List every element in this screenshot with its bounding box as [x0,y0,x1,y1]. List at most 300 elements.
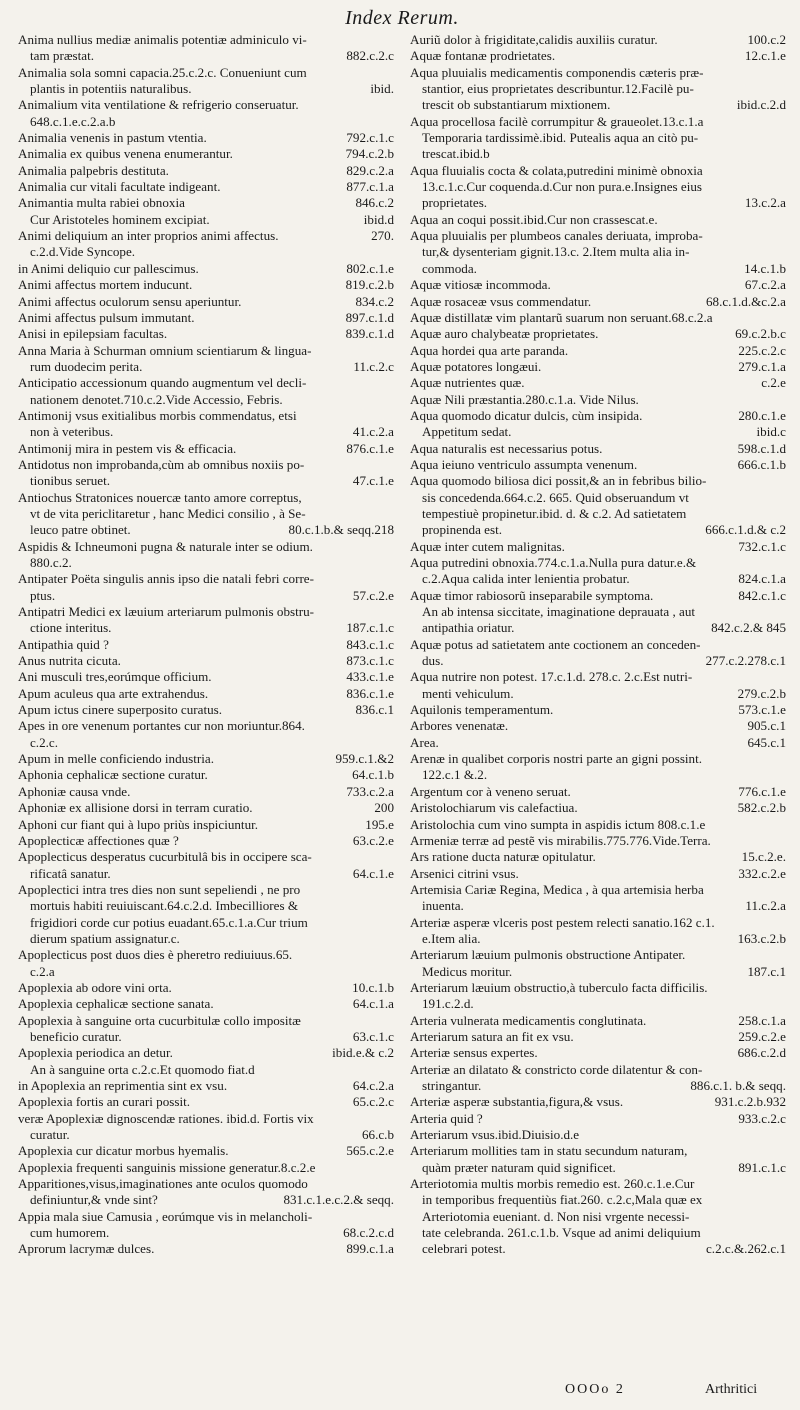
entry-line: Arteriarum vsus.ibid.Diuisio.d.e [410,1127,580,1143]
index-entry [410,163,786,212]
page-reference: 839.c.1.d [345,326,394,342]
index-entry [410,947,786,980]
entry-line: tur,& dysenteriam gignit.13.c. 2.Item multa alia in- [422,244,690,260]
index-entry [18,653,394,669]
entry-line: Apparitiones,visus,imaginationes ante oculos quomodo [18,1176,308,1192]
entry-text: definiuntur,& vnde sint? [30,1192,158,1208]
entry-line: frigidiori corde cur potius euadant.65.c.1.a.Cur trium [30,914,308,930]
index-entry [410,1111,786,1127]
index-entry [410,817,786,833]
entry-text: cum humorem. [30,1225,110,1241]
entry-line [410,1045,786,1061]
index-entry [410,114,786,163]
entry-text: Auriũ dolor à frigiditate,calidis auxiliis curatur. [410,32,658,47]
page-reference: 11.c.2.c [353,358,394,374]
entry-line: Aquæ Nili præstantia.280.c.1.a. Vide Nilus. [410,391,639,407]
entry-text: Aquæ timor rabiosorũ inseparabile symptoma. [410,587,654,603]
page-reference: ibid.c.2.d [736,97,786,113]
page-reference: 886.c.1. b.& seqq. [690,1078,786,1093]
entry-text: Arteria quid ? [410,1110,483,1126]
index-entry [18,65,394,98]
entry-line [410,800,786,816]
entry-line: vt de vita periclitaretur , hanc Medici consilio , à Se- [30,505,306,521]
entry-text: Apum ictus cinere superposito curatus. [18,702,222,718]
entry-line: Antiochus Stratonices nouercæ tanto amore correptus, [18,489,302,505]
entry-text: Aqua naturalis est necessarius potus. [410,440,603,456]
page-reference: 280.c.1.e [738,407,786,423]
entry-line: Artemisia Cariæ Regina, Medica , à qua artemisia herba [410,881,704,897]
page-reference: 63.c.1.c [352,1028,394,1044]
entry-text: commoda. [422,260,477,276]
entry-line: Temporaria tardissimè.ibid. Putealis aqua an citò pu- [422,130,699,146]
entry-line: Apoplexia à sanguine orta cucurbitulæ collo impositæ [18,1012,301,1028]
index-entry [410,310,786,326]
index-entry [410,408,786,441]
index-entry [18,669,394,685]
index-entry [18,408,394,441]
entry-text: Apoplecticæ affectiones quæ ? [18,832,179,848]
index-entry [410,866,786,882]
index-entry [410,359,786,375]
page-reference: ibid.c [756,424,786,440]
entry-line [410,48,786,64]
index-entry [18,1143,394,1159]
entry-line [410,32,786,48]
index-entry [18,179,394,195]
page-reference: 200 [374,800,394,816]
entry-line: nationem denotet.710.c.2.Vide Accessio, Febris. [30,391,283,407]
page-reference: 187.c.1 [747,963,786,979]
page-reference: 836.c.1 [355,702,394,718]
page-reference: 15.c.2.e. [741,849,786,865]
entry-line [410,571,786,587]
entry-text: Antipathia quid ? [18,636,109,652]
index-entry [410,277,786,293]
entry-line: stantior, eius proprietates describuntur.12.Facilè pu- [422,81,694,97]
entry-line [410,718,786,734]
entry-line: tate celebranda. 261.c.1.b. Vsque ad animi deliquium [422,1225,701,1241]
index-entry [18,457,394,490]
entry-line [410,1094,786,1110]
page-reference: 41.c.2.a [352,424,394,440]
entry-line [18,686,394,702]
entry-line [410,735,786,751]
page-reference: 829.c.2.a [346,162,394,178]
index-entry [18,1111,394,1144]
entry-text: Area. [410,734,439,750]
entry-text: Apum in melle conficiendo industria. [18,751,214,767]
page-reference: 573.c.1.e [738,702,786,718]
entry-line [410,424,786,440]
entry-text: Aquæ potatores longæui. [410,358,542,374]
entry-line [18,163,394,179]
entry-line: Arteriæ asperæ vlceris post pestem relecti sanatio.162 c.1. [410,914,715,930]
page-reference: 891.c.1.c [738,1159,786,1175]
index-entry [18,637,394,653]
entry-text: Antimonij mira in pestem vis & efficacia. [18,440,237,456]
entry-line [18,1078,394,1094]
page-reference: 332.c.2.e [738,865,786,881]
entry-text: celebrari potest. [422,1241,506,1257]
page-reference: 64.c.2.a [352,1078,394,1093]
index-entry [18,882,394,947]
entry-text: Anisi in epilepsiam facultas. [18,326,168,342]
page-reference: 100.c.2 [747,32,786,47]
page-reference: 802.c.1.e [346,260,394,276]
page-reference: 824.c.1.a [738,571,786,587]
page-reference: ibid. [370,81,394,97]
entry-text: Aqua quomodo dicatur dulcis, cùm insipida. [410,407,643,423]
index-entry [410,980,786,1013]
entry-line [410,326,786,342]
page-reference: ibid.e.& c.2 [332,1045,394,1061]
entry-text: Appetitum sedat. [422,424,512,440]
page-reference: 64.c.1.b [352,767,394,783]
entry-line: Arteriæ an dilatato & constricto corde dilatentur & con- [410,1061,703,1077]
index-entry [410,669,786,702]
index-entry [410,718,786,734]
page-reference: 959.c.1.&2 [335,751,394,767]
entry-line [18,620,394,636]
page-reference: 565.c.2.e [346,1143,394,1159]
page-reference: 65.c.2.c [352,1094,394,1110]
entry-line: Apoplectici intra tres dies non sunt sepeliendi , ne pro [18,881,301,897]
index-entry [410,784,786,800]
entry-text: quàm præter naturam quid significet. [422,1159,616,1175]
index-entry [410,212,786,228]
entry-line [410,620,786,636]
entry-line: Aquæ distillatæ vim plantarũ suarum non seruant.68.c.2.a [410,309,713,325]
entry-line [18,637,394,653]
entry-line: An à sanguine orta c.2.c.Et quomodo fiat.d [30,1061,255,1077]
entry-text: rificatâ sanatur. [30,865,111,881]
page-reference: 64.c.1.a [352,996,394,1012]
entry-line [18,866,394,882]
entry-line: Antidotus non improbanda,cùm ab omnibus noxiis po- [18,456,305,472]
entry-line: Apoplexia frequenti sanguinis missione generatur.8.c.2.e [18,1159,316,1175]
entry-line: Antipater Poëta singulis annis ipso die natali febri corre- [18,571,314,587]
entry-text: curatur. [30,1127,70,1143]
entry-line [410,408,786,424]
entry-line [18,588,394,604]
index-entry [18,375,394,408]
index-entry [18,294,394,310]
page-title: Index Rerum. [345,7,459,29]
index-entry [18,702,394,718]
page-reference: 67.c.2.a [744,277,786,293]
index-entry [410,294,786,310]
index-entry [18,686,394,702]
index-entry [410,228,786,277]
entry-text: Animalia cur vitali facultate indigeant. [18,179,221,195]
entry-line [18,81,394,97]
entry-text: inuenta. [422,898,464,914]
entry-line [18,146,394,162]
entry-text: rum duodecim perita. [30,358,143,374]
entry-text: Anus nutrita cicuta. [18,653,121,669]
entry-line [18,1045,394,1061]
entry-line [18,996,394,1012]
entry-text: non à veteribus. [30,424,114,440]
entry-line [18,310,394,326]
entry-line [18,980,394,996]
entry-line [18,653,394,669]
page-reference: 686.c.2.d [737,1045,786,1061]
index-entry [18,32,394,65]
entry-line [18,1225,394,1241]
entry-text: Animi affectus oculorum sensu aperiuntur. [18,293,242,309]
entry-line: Armeniæ terræ ad pestẽ vis mirabilis.775.776.Vide.Terra. [410,832,711,848]
entry-line: 648.c.1.e.c.2.a.b [30,113,116,129]
entry-line: Anna Maria à Schurman omnium scientiarum & lingua- [18,342,312,358]
entry-line [410,375,786,391]
page-reference: 842.c.1.c [738,587,786,603]
entry-line: Aqua procellosa facilè corrumpitur & graueolet.13.c.1.a [410,113,704,129]
index-entry [18,784,394,800]
entry-line: mortuis habiti reuiuiscant.64.c.2.d. Imbecilliores & [30,898,298,914]
entry-line [18,212,394,228]
entry-text: Apoplexia periodica an detur. [18,1045,173,1061]
entry-text: c.2.Aqua calida inter lenientia probatur. [422,571,630,587]
page-reference: 645.c.1 [747,734,786,750]
entry-text: Animantia multa rabiei obnoxia [18,195,185,211]
entry-line [18,261,394,277]
entry-text: in Apoplexia an reprimentia sint ex vsu. [18,1078,228,1093]
page-reference: 931.c.2.b.932 [714,1094,786,1110]
index-entry [18,539,394,572]
entry-line [18,473,394,489]
page-reference: 846.c.2 [355,195,394,211]
entry-text: plantis in potentiis naturalibus. [30,81,192,97]
index-entry [410,1176,786,1258]
index-entry [18,261,394,277]
entry-line: Aqua nutrire non potest. 17.c.1.d. 278.c. 2.c.Est nutri- [410,669,693,685]
entry-line: veræ Apoplexiæ dignoscendæ rationes. ibid.d. Fortis vix [18,1110,314,1126]
entry-line [410,277,786,293]
index-entry [18,947,394,980]
entry-text: Animalia venenis in pastum vtentia. [18,130,207,146]
entry-line: Antipatri Medici ex læuium arteriarum pulmonis obstru- [18,604,315,620]
entry-line: Antimonij vsus exitialibus morbis commendatus, etsi [18,407,297,423]
entry-line: sis concedenda.664.c.2. 665. Quid obseruandum vt [422,489,689,505]
index-entry [18,980,394,996]
entry-line: Animalia sola somni capacia.25.c.2.c. Conueniunt cum [18,64,307,80]
index-entry [410,375,786,391]
entry-line [18,1241,394,1257]
entry-text: Aphoni cur fiant qui à lupo priùs inspiciuntur. [18,816,259,832]
entry-text: leuco patre obtinet. [30,522,131,538]
entry-text: beneficio curatur. [30,1028,122,1044]
page-reference: 12.c.1.e [744,48,786,64]
index-entry [18,441,394,457]
index-entry [18,767,394,783]
index-entry [410,457,786,473]
index-entry [410,1143,786,1176]
page-reference: 819.c.2.b [345,277,394,293]
entry-text: Aphoniæ causa vnde. [18,783,131,799]
entry-text: Arsenici citrini vsus. [410,865,519,881]
entry-line [410,849,786,865]
page-reference: 899.c.1.a [346,1241,394,1257]
entry-line [18,359,394,375]
entry-line [410,898,786,914]
page-reference: 64.c.1.e [352,865,394,881]
page-reference: 63.c.2.e [352,832,394,848]
entry-text: Aquilonis temperamentum. [410,702,554,718]
entry-line: tempestiuè propinetur.ibid. d. & c.2. Ad satietatem [422,505,687,521]
index-entry [18,1078,394,1094]
index-entry [410,637,786,670]
entry-line: Animalium vita ventilatione & refrigerio conseruatur. [18,97,299,113]
index-entry [410,882,786,915]
index-entry [410,392,786,408]
entry-text: Aquæ inter cutem malignitas. [410,538,565,554]
index-entry [18,130,394,146]
entry-line [410,261,786,277]
page-reference: 834.c.2 [355,293,394,309]
entry-line: Aqua fluuialis cocta & colata,putredini minimè obnoxia [410,162,703,178]
entry-line: 122.c.1 &.2. [422,767,488,783]
entry-line [18,195,394,211]
index-entry [410,915,786,948]
index-entry [410,800,786,816]
entry-line: Anticipatio accessionum quando augmentum vel decli- [18,375,307,391]
page-reference: 792.c.1.c [346,130,394,146]
entry-line [410,522,786,538]
page-reference: 270. [371,228,394,244]
entry-line: c.2.d.Vide Syncope. [30,244,136,260]
entry-text: trescit ob substantiarum mixtionem. [422,97,611,113]
entry-text: antipathia oriatur. [422,620,515,636]
entry-line [410,294,786,310]
index-entry [18,195,394,228]
entry-text: Aphonia cephalicæ sectione curatur. [18,767,208,783]
entry-text: ctione interitus. [30,620,112,636]
entry-line: Arteriarum læuium obstructio,à tuberculo facta difficilis. [410,979,708,995]
page-reference: 836.c.1.e [346,685,394,701]
entry-text: Ars ratione ducta naturæ opitulatur. [410,849,596,865]
entry-text: Argentum cor à veneno seruat. [410,783,571,799]
entry-line [410,1078,786,1094]
entry-text: stringantur. [422,1078,482,1093]
entry-text: Aquæ vitiosæ incommoda. [410,277,551,293]
entry-line [410,784,786,800]
entry-text: Medicus moritur. [422,963,513,979]
page-reference: 877.c.1.a [346,179,394,195]
index-entry [18,1013,394,1046]
entry-text: Arteriæ asperæ substantia,figura,& vsus. [410,1094,624,1110]
page-reference: 279.c.1.a [738,358,786,374]
entry-text: Arteria vulnerata medicamentis conglutinata. [410,1012,647,1028]
entry-line: Aquæ potus ad satietatem ante coctionem an conceden- [410,636,701,652]
entry-text: e.Item alia. [422,930,481,946]
page-reference: c.2.c.&.262.c.1 [706,1241,786,1257]
entry-line [410,343,786,359]
page-reference: 897.c.1.d [345,309,394,325]
entry-text: Arteriarum satura an fit ex vsu. [410,1028,574,1044]
entry-text: Aquæ rosaceæ vsus commendatur. [410,293,592,309]
page-reference: 842.c.2.& 845 [711,620,786,636]
page-reference: 69.c.2.b.c [735,326,786,342]
page-reference: 873.c.1.c [346,653,394,669]
index-column-left [18,32,394,1258]
page-reference: 57.c.2.e [352,587,394,603]
entry-text: Aprorum lacrymæ dulces. [18,1241,155,1257]
entry-line [410,457,786,473]
index-entry [18,571,394,604]
page-reference: 277.c.2.278.c.1 [705,653,786,669]
page-reference: 10.c.1.b [352,979,394,995]
entry-line [410,539,786,555]
entry-line: dierum spatium assignatur.c. [30,930,180,946]
entry-text: menti vehiculum. [422,685,514,701]
index-column-right [410,32,786,1258]
page-reference: 666.c.1.b [737,456,786,472]
entry-line [410,653,786,669]
index-entry [410,343,786,359]
entry-text: Aquæ auro chalybeatæ proprietates. [410,326,599,342]
page-reference: ibid.d [363,211,394,227]
entry-line [18,294,394,310]
entry-line [18,326,394,342]
page-reference: 732.c.1.c [738,538,786,554]
entry-line: Anima nullius mediæ animalis potentiæ adminiculo vi- [18,32,307,47]
entry-line: Aristolochia cum vino sumpta in aspidis ictum 808.c.1.e [410,816,706,832]
entry-text: Apoplexia cur dicatur morbus hyemalis. [18,1143,229,1159]
index-entry [410,441,786,457]
entry-text: Aqua ieiuno ventriculo assumpta venenum. [410,456,638,472]
entry-line [410,588,786,604]
index-entry [18,277,394,293]
entry-text: Apum aculeus qua arte extrahendus. [18,685,209,701]
page-reference: 933.c.2.c [738,1110,786,1126]
entry-line [410,441,786,457]
entry-line [410,97,786,113]
index-entry [18,1094,394,1110]
entry-line [410,931,786,947]
entry-text: Animi affectus mortem inducunt. [18,277,193,293]
entry-text: ptus. [30,587,56,603]
index-entry [410,833,786,849]
index-entry [18,800,394,816]
entry-text: Arbores venenatæ. [410,718,509,734]
entry-text: Apoplexia cephalicæ sectione sanata. [18,996,214,1012]
index-entry [18,849,394,882]
page-reference: 794.c.2.b [345,146,394,162]
catchword: Arthritici [705,1382,758,1397]
index-entry [410,849,786,865]
index-entry [18,718,394,751]
index-entry [410,1045,786,1061]
entry-line [18,441,394,457]
index-entry [410,48,786,64]
entry-line [18,1192,394,1208]
entry-line [410,359,786,375]
entry-text: Animi affectus pulsum immutant. [18,309,195,325]
index-entry [410,1029,786,1045]
index-entry [18,310,394,326]
entry-line [18,1143,394,1159]
entry-line: Apoplecticus post duos dies è pheretro rediuiuus.65. [18,947,293,963]
entry-line: in temporibus frequentiùs fiat.260. c.2.c,Mala quæ ex [422,1192,703,1208]
page-reference: 66.c.b [362,1127,394,1143]
index-entry [18,490,394,539]
entry-line: Arenæ in qualibet corporis nostri parte an gigni possint. [410,751,703,767]
index-entry [410,473,786,538]
entry-text: propinenda est. [422,522,502,538]
entry-line [18,800,394,816]
index-entry [18,1045,394,1078]
